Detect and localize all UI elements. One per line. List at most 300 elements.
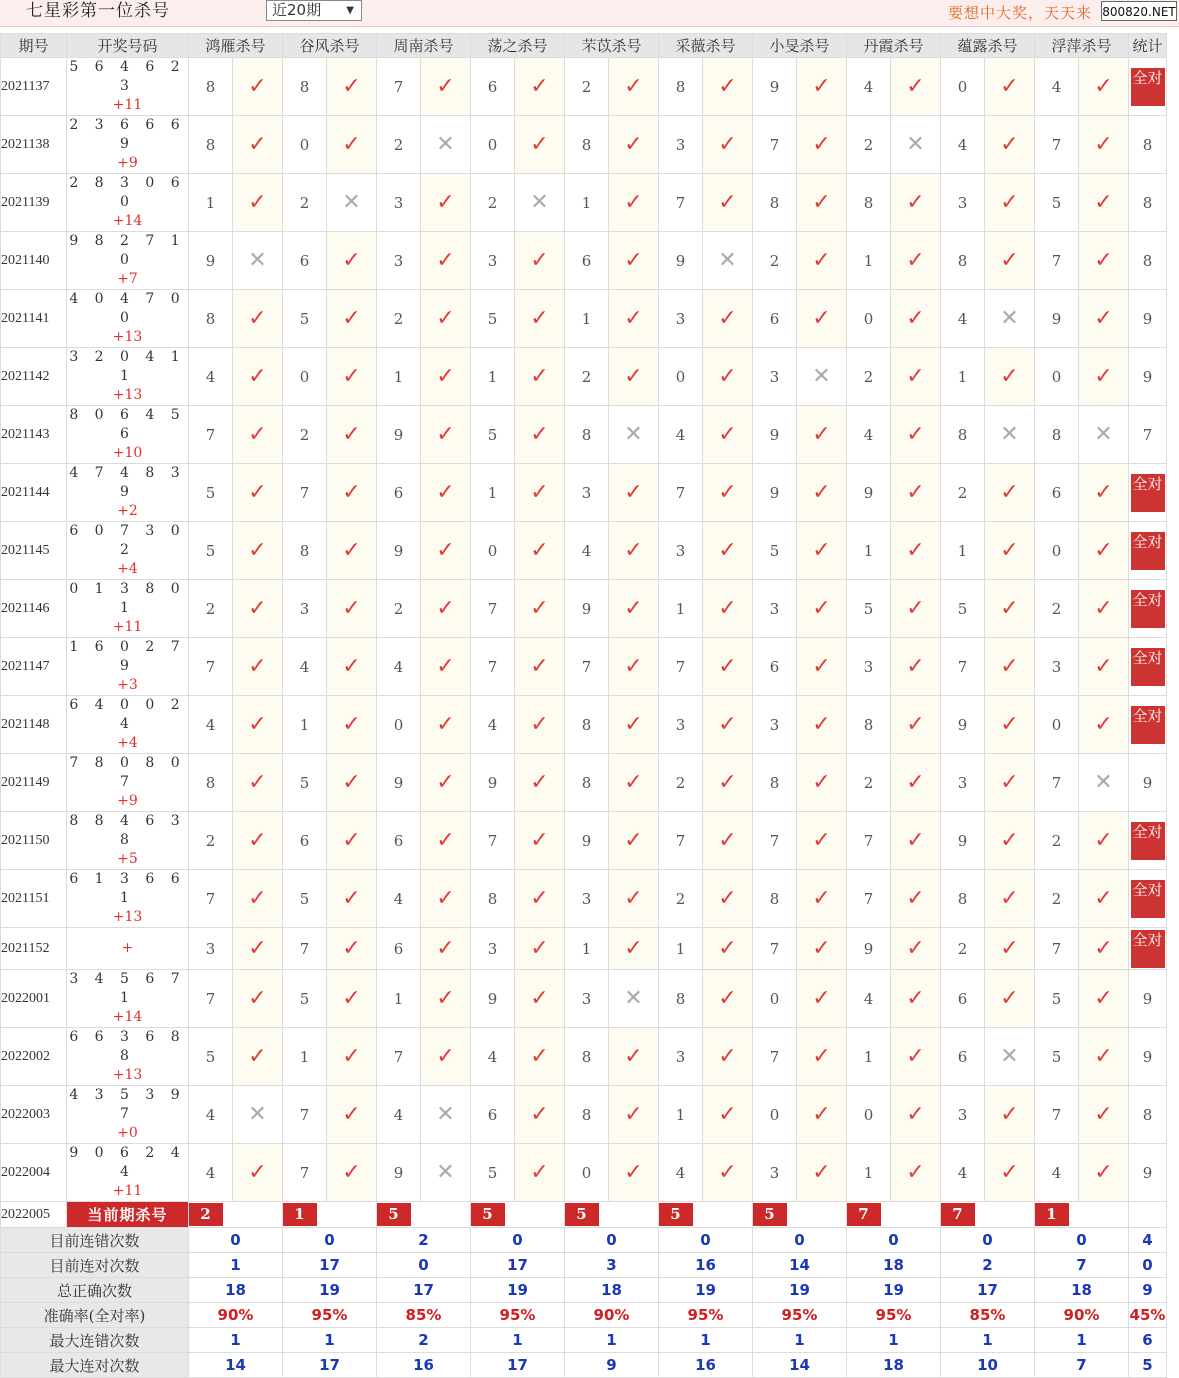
hit-cell bbox=[327, 522, 377, 580]
kill-number: 7 bbox=[659, 464, 703, 522]
check-icon: ✓ bbox=[530, 936, 549, 961]
table-row bbox=[1, 174, 1167, 232]
hit-cell bbox=[327, 970, 377, 1028]
summary-value: 0 bbox=[565, 1228, 659, 1253]
col-header-expert[interactable]: 丹霞杀号 bbox=[847, 34, 941, 58]
check-icon: ✓ bbox=[718, 480, 737, 505]
kill-number: 8 bbox=[189, 290, 233, 348]
kill-number: 2 bbox=[941, 464, 985, 522]
kill-number: 4 bbox=[659, 406, 703, 464]
check-icon: ✓ bbox=[1000, 654, 1019, 679]
period-id: 2021138 bbox=[1, 116, 67, 174]
summary-total: 45% bbox=[1129, 1303, 1167, 1328]
check-icon: ✓ bbox=[436, 828, 455, 853]
kill-number: 4 bbox=[847, 406, 891, 464]
kill-number: 6 bbox=[565, 232, 609, 290]
check-icon: ✓ bbox=[436, 422, 455, 447]
check-icon: ✓ bbox=[248, 74, 267, 99]
check-icon: ✓ bbox=[1000, 132, 1019, 157]
check-icon: ✓ bbox=[624, 1044, 643, 1069]
check-icon: ✓ bbox=[248, 132, 267, 157]
hit-cell bbox=[1079, 348, 1129, 406]
col-header-expert[interactable]: 小旻杀号 bbox=[753, 34, 847, 58]
check-icon: ✓ bbox=[906, 538, 925, 563]
hit-cell bbox=[891, 870, 941, 928]
check-icon: ✓ bbox=[718, 828, 737, 853]
all-correct-badge: 全对 bbox=[1131, 706, 1165, 744]
current-kill-cell bbox=[847, 1202, 941, 1228]
kill-number: 7 bbox=[1035, 754, 1079, 812]
check-icon: ✓ bbox=[718, 1044, 737, 1069]
row-stat bbox=[1129, 638, 1167, 696]
chevron-down-icon: ▼ bbox=[346, 5, 354, 16]
kill-number: 4 bbox=[659, 1144, 703, 1202]
kill-number: 0 bbox=[283, 348, 327, 406]
kill-number: 1 bbox=[377, 348, 421, 406]
check-icon: ✓ bbox=[530, 422, 549, 447]
hit-count: 8 bbox=[1142, 193, 1153, 212]
current-kill-number: 5 bbox=[659, 1203, 693, 1226]
hit-cell bbox=[609, 638, 659, 696]
check-icon: ✓ bbox=[812, 132, 831, 157]
period-id: 2021145 bbox=[1, 522, 67, 580]
kill-number: 6 bbox=[377, 812, 421, 870]
kill-number: 8 bbox=[659, 58, 703, 116]
col-header-expert[interactable]: 谷风杀号 bbox=[283, 34, 377, 58]
all-correct-badge: 全对 bbox=[1131, 880, 1165, 918]
draw-digits: 3 2 0 4 1 1 bbox=[69, 349, 186, 384]
check-icon: ✓ bbox=[812, 306, 831, 331]
hit-cell bbox=[703, 580, 753, 638]
check-icon: ✓ bbox=[624, 654, 643, 679]
check-icon: ✓ bbox=[1000, 886, 1019, 911]
miss-cell bbox=[515, 174, 565, 232]
summary-label: 目前连对次数 bbox=[1, 1253, 189, 1278]
check-icon: ✓ bbox=[248, 936, 267, 961]
check-icon: ✓ bbox=[530, 654, 549, 679]
row-stat bbox=[1129, 1144, 1167, 1202]
hit-cell bbox=[327, 696, 377, 754]
draw-numbers bbox=[67, 58, 189, 116]
check-icon: ✓ bbox=[530, 248, 549, 273]
hit-count: 7 bbox=[1142, 425, 1153, 444]
hit-cell bbox=[515, 638, 565, 696]
kill-number: 7 bbox=[283, 1086, 327, 1144]
kill-number: 2 bbox=[659, 870, 703, 928]
summary-total: 4 bbox=[1129, 1228, 1167, 1253]
check-icon: ✓ bbox=[530, 712, 549, 737]
hit-cell bbox=[609, 174, 659, 232]
summary-value: 19 bbox=[847, 1278, 941, 1303]
check-icon: ✓ bbox=[624, 1102, 643, 1127]
check-icon: ✓ bbox=[718, 596, 737, 621]
miss-cell bbox=[891, 116, 941, 174]
kill-number: 3 bbox=[565, 870, 609, 928]
kill-number: 1 bbox=[283, 696, 327, 754]
hit-cell bbox=[233, 696, 283, 754]
current-kill-number: 5 bbox=[565, 1203, 599, 1226]
check-icon: ✓ bbox=[718, 306, 737, 331]
summary-value: 85% bbox=[377, 1303, 471, 1328]
hit-cell bbox=[233, 754, 283, 812]
check-icon: ✓ bbox=[812, 1102, 831, 1127]
kill-number: 8 bbox=[753, 174, 797, 232]
check-icon: ✓ bbox=[248, 306, 267, 331]
hit-count: 8 bbox=[1142, 1105, 1153, 1124]
hit-cell bbox=[1079, 580, 1129, 638]
check-icon: ✓ bbox=[718, 770, 737, 795]
kill-number: 8 bbox=[565, 1086, 609, 1144]
current-kill-number: 2 bbox=[189, 1203, 223, 1226]
kill-number: 3 bbox=[659, 1028, 703, 1086]
hit-cell bbox=[985, 464, 1035, 522]
draw-digits: 2 3 6 6 6 9 bbox=[69, 117, 186, 152]
kill-number: 7 bbox=[753, 1028, 797, 1086]
hit-cell bbox=[421, 638, 471, 696]
draw-digits: 6 4 0 0 2 4 bbox=[69, 697, 186, 732]
check-icon: ✓ bbox=[906, 1102, 925, 1127]
hit-cell bbox=[421, 290, 471, 348]
check-icon: ✓ bbox=[342, 480, 361, 505]
check-icon: ✓ bbox=[624, 74, 643, 99]
check-icon: ✓ bbox=[906, 770, 925, 795]
check-icon: ✓ bbox=[812, 770, 831, 795]
kill-number: 7 bbox=[753, 116, 797, 174]
draw-digits: 6 0 7 3 0 2 bbox=[69, 523, 186, 558]
hit-cell bbox=[985, 638, 1035, 696]
hit-cell bbox=[797, 1144, 847, 1202]
draw-numbers bbox=[67, 580, 189, 638]
table-row bbox=[1, 928, 1167, 970]
kill-number: 5 bbox=[283, 290, 327, 348]
kill-number: 5 bbox=[283, 870, 327, 928]
draw-sum: +2 bbox=[117, 503, 138, 519]
cross-icon: ✕ bbox=[718, 248, 737, 273]
check-icon: ✓ bbox=[624, 364, 643, 389]
draw-numbers bbox=[67, 1144, 189, 1202]
check-icon: ✓ bbox=[342, 364, 361, 389]
kill-number: 9 bbox=[847, 464, 891, 522]
check-icon: ✓ bbox=[812, 190, 831, 215]
hit-count: 9 bbox=[1142, 309, 1153, 328]
hit-cell bbox=[891, 638, 941, 696]
kill-number: 7 bbox=[847, 812, 891, 870]
check-icon: ✓ bbox=[342, 654, 361, 679]
draw-numbers bbox=[67, 348, 189, 406]
check-icon: ✓ bbox=[436, 480, 455, 505]
hit-cell bbox=[515, 1086, 565, 1144]
kill-number: 3 bbox=[471, 232, 515, 290]
summary-value: 3 bbox=[565, 1253, 659, 1278]
hit-cell bbox=[797, 1028, 847, 1086]
kill-number: 7 bbox=[377, 1028, 421, 1086]
check-icon: ✓ bbox=[906, 712, 925, 737]
check-icon: ✓ bbox=[718, 712, 737, 737]
summary-value: 95% bbox=[753, 1303, 847, 1328]
kill-number: 1 bbox=[847, 1144, 891, 1202]
check-icon: ✓ bbox=[812, 538, 831, 563]
kill-number: 4 bbox=[189, 348, 233, 406]
summary-value: 0 bbox=[753, 1228, 847, 1253]
kill-number: 2 bbox=[1035, 812, 1079, 870]
kill-number: 4 bbox=[377, 870, 421, 928]
check-icon: ✓ bbox=[1000, 74, 1019, 99]
hit-cell bbox=[609, 1144, 659, 1202]
kill-number: 8 bbox=[565, 754, 609, 812]
current-kill-number: 5 bbox=[753, 1203, 787, 1226]
check-icon: ✓ bbox=[248, 190, 267, 215]
kill-number: 4 bbox=[471, 696, 515, 754]
kill-number: 3 bbox=[565, 970, 609, 1028]
summary-value: 95% bbox=[847, 1303, 941, 1328]
kill-number: 1 bbox=[565, 174, 609, 232]
kill-number: 1 bbox=[565, 928, 609, 970]
check-icon: ✓ bbox=[1094, 480, 1113, 505]
draw-sum: +10 bbox=[112, 445, 143, 461]
kill-number: 9 bbox=[377, 754, 421, 812]
draw-numbers bbox=[67, 928, 189, 970]
kill-number: 3 bbox=[753, 580, 797, 638]
check-icon: ✓ bbox=[530, 306, 549, 331]
row-stat bbox=[1129, 406, 1167, 464]
kill-number: 1 bbox=[847, 1028, 891, 1086]
hit-cell bbox=[985, 870, 1035, 928]
current-kill-cell bbox=[1035, 1202, 1129, 1228]
period-id: 2021140 bbox=[1, 232, 67, 290]
col-header-expert[interactable]: 浮萍杀号 bbox=[1035, 34, 1129, 58]
kill-number: 2 bbox=[377, 116, 421, 174]
check-icon: ✓ bbox=[1094, 1044, 1113, 1069]
kill-number: 9 bbox=[941, 812, 985, 870]
hit-cell bbox=[703, 1028, 753, 1086]
check-icon: ✓ bbox=[812, 886, 831, 911]
check-icon: ✓ bbox=[530, 886, 549, 911]
kill-number: 7 bbox=[1035, 1086, 1079, 1144]
hit-cell bbox=[985, 174, 1035, 232]
kill-number: 8 bbox=[565, 406, 609, 464]
check-icon: ✓ bbox=[1094, 654, 1113, 679]
kill-number: 6 bbox=[941, 970, 985, 1028]
hit-cell bbox=[515, 116, 565, 174]
kill-number: 1 bbox=[847, 232, 891, 290]
hit-cell bbox=[609, 754, 659, 812]
check-icon: ✓ bbox=[248, 828, 267, 853]
kill-number: 2 bbox=[377, 290, 421, 348]
summary-value: 95% bbox=[659, 1303, 753, 1328]
col-header-expert[interactable]: 周南杀号 bbox=[377, 34, 471, 58]
hit-cell bbox=[327, 754, 377, 812]
cross-icon: ✕ bbox=[1000, 1044, 1019, 1069]
kill-number: 8 bbox=[189, 116, 233, 174]
hit-count: 9 bbox=[1142, 367, 1153, 386]
kill-number: 2 bbox=[1035, 870, 1079, 928]
draw-digits: 9 8 2 7 1 0 bbox=[69, 233, 186, 268]
check-icon: ✓ bbox=[906, 596, 925, 621]
period-id: 2022002 bbox=[1, 1028, 67, 1086]
hit-cell bbox=[327, 58, 377, 116]
check-icon: ✓ bbox=[1000, 596, 1019, 621]
kill-number: 7 bbox=[189, 638, 233, 696]
check-icon: ✓ bbox=[342, 986, 361, 1011]
kill-number: 7 bbox=[471, 812, 515, 870]
hit-cell bbox=[985, 232, 1035, 290]
summary-value: 0 bbox=[847, 1228, 941, 1253]
current-kill-cell bbox=[753, 1202, 847, 1228]
kill-number: 9 bbox=[659, 232, 703, 290]
kill-number: 8 bbox=[189, 754, 233, 812]
hit-cell bbox=[327, 638, 377, 696]
check-icon: ✓ bbox=[1094, 986, 1113, 1011]
check-icon: ✓ bbox=[248, 986, 267, 1011]
check-icon: ✓ bbox=[624, 132, 643, 157]
summary-row bbox=[1, 1278, 1167, 1303]
col-header-expert[interactable]: 蕴露杀号 bbox=[941, 34, 1035, 58]
check-icon: ✓ bbox=[718, 538, 737, 563]
summary-row bbox=[1, 1253, 1167, 1278]
hit-cell bbox=[985, 812, 1035, 870]
hit-cell bbox=[985, 1144, 1035, 1202]
summary-value: 0 bbox=[189, 1228, 283, 1253]
check-icon: ✓ bbox=[812, 654, 831, 679]
kill-number: 6 bbox=[283, 812, 327, 870]
period-id: 2021150 bbox=[1, 812, 67, 870]
hit-cell bbox=[1079, 232, 1129, 290]
all-correct-badge: 全对 bbox=[1131, 68, 1165, 106]
kill-number: 0 bbox=[847, 290, 891, 348]
kill-number: 7 bbox=[753, 928, 797, 970]
check-icon: ✓ bbox=[342, 936, 361, 961]
hit-cell bbox=[891, 812, 941, 870]
summary-value: 1 bbox=[659, 1328, 753, 1353]
kill-number: 9 bbox=[377, 406, 421, 464]
check-icon: ✓ bbox=[436, 1044, 455, 1069]
kill-number: 7 bbox=[471, 580, 515, 638]
draw-digits: 4 7 4 8 3 9 bbox=[69, 465, 186, 500]
hit-cell bbox=[1079, 1144, 1129, 1202]
kill-number: 0 bbox=[941, 58, 985, 116]
hit-cell bbox=[1079, 1086, 1129, 1144]
hit-cell bbox=[327, 1028, 377, 1086]
hit-cell bbox=[609, 290, 659, 348]
hit-count: 9 bbox=[1142, 1163, 1153, 1182]
current-kill-cell bbox=[565, 1202, 659, 1228]
hit-cell bbox=[797, 638, 847, 696]
draw-numbers bbox=[67, 1086, 189, 1144]
current-kill-label: 当前期杀号 bbox=[67, 1202, 189, 1228]
hit-cell bbox=[233, 638, 283, 696]
summary-value: 14 bbox=[189, 1353, 283, 1378]
col-header-expert[interactable]: 荡之杀号 bbox=[471, 34, 565, 58]
cross-icon: ✕ bbox=[906, 132, 925, 157]
check-icon: ✓ bbox=[342, 248, 361, 273]
hit-cell bbox=[233, 406, 283, 464]
kill-number: 6 bbox=[377, 464, 421, 522]
check-icon: ✓ bbox=[1094, 248, 1113, 273]
current-kill-cell bbox=[189, 1202, 283, 1228]
hit-cell bbox=[327, 870, 377, 928]
hit-cell bbox=[609, 696, 659, 754]
check-icon: ✓ bbox=[718, 422, 737, 447]
check-icon: ✓ bbox=[1094, 828, 1113, 853]
hit-cell bbox=[421, 928, 471, 970]
kill-number: 4 bbox=[189, 696, 233, 754]
check-icon: ✓ bbox=[1000, 828, 1019, 853]
summary-value: 18 bbox=[847, 1253, 941, 1278]
cross-icon: ✕ bbox=[342, 190, 361, 215]
hit-cell bbox=[609, 870, 659, 928]
miss-cell bbox=[1079, 406, 1129, 464]
all-correct-badge: 全对 bbox=[1131, 532, 1165, 570]
kill-number: 2 bbox=[847, 348, 891, 406]
check-icon: ✓ bbox=[906, 654, 925, 679]
table-row bbox=[1, 754, 1167, 812]
summary-value: 90% bbox=[189, 1303, 283, 1328]
hit-cell bbox=[891, 348, 941, 406]
kill-number: 1 bbox=[471, 348, 515, 406]
check-icon: ✓ bbox=[530, 596, 549, 621]
col-header-expert[interactable]: 采薇杀号 bbox=[659, 34, 753, 58]
summary-value: 17 bbox=[471, 1253, 565, 1278]
hit-cell bbox=[515, 870, 565, 928]
period-select[interactable] bbox=[266, 0, 362, 21]
summary-value: 16 bbox=[659, 1253, 753, 1278]
kill-number: 8 bbox=[283, 522, 327, 580]
kill-number: 1 bbox=[941, 348, 985, 406]
kill-number: 3 bbox=[659, 696, 703, 754]
site-badge[interactable]: 800820.NET bbox=[1101, 1, 1177, 21]
kill-number: 1 bbox=[659, 1086, 703, 1144]
draw-digits: 5 6 4 6 2 3 bbox=[69, 59, 186, 94]
summary-value: 19 bbox=[283, 1278, 377, 1303]
hit-cell bbox=[515, 580, 565, 638]
check-icon: ✓ bbox=[906, 1044, 925, 1069]
table-header-row bbox=[1, 34, 1167, 58]
hit-cell bbox=[609, 464, 659, 522]
period-id: 2022003 bbox=[1, 1086, 67, 1144]
kill-number: 9 bbox=[941, 696, 985, 754]
hit-cell bbox=[609, 522, 659, 580]
summary-value: 17 bbox=[377, 1278, 471, 1303]
cross-icon: ✕ bbox=[624, 422, 643, 447]
row-stat bbox=[1129, 870, 1167, 928]
hit-cell bbox=[891, 1086, 941, 1144]
current-kill-number: 1 bbox=[1035, 1203, 1069, 1226]
draw-digits: 6 6 3 6 8 8 bbox=[69, 1029, 186, 1064]
col-header-expert[interactable]: 鸿雁杀号 bbox=[189, 34, 283, 58]
check-icon: ✓ bbox=[248, 886, 267, 911]
draw-sum: +14 bbox=[112, 1009, 143, 1025]
hit-cell bbox=[1079, 696, 1129, 754]
kill-number: 9 bbox=[471, 970, 515, 1028]
check-icon: ✓ bbox=[436, 538, 455, 563]
check-icon: ✓ bbox=[1094, 190, 1113, 215]
hit-cell bbox=[327, 928, 377, 970]
kill-number: 4 bbox=[847, 970, 891, 1028]
check-icon: ✓ bbox=[436, 770, 455, 795]
hit-cell bbox=[703, 58, 753, 116]
kill-number: 4 bbox=[1035, 58, 1079, 116]
check-icon: ✓ bbox=[1000, 248, 1019, 273]
hit-cell bbox=[797, 1086, 847, 1144]
col-header-expert[interactable]: 芣苡杀号 bbox=[565, 34, 659, 58]
draw-numbers bbox=[67, 406, 189, 464]
summary-label: 目前连错次数 bbox=[1, 1228, 189, 1253]
check-icon: ✓ bbox=[1000, 936, 1019, 961]
kill-number: 9 bbox=[189, 232, 233, 290]
summary-value: 17 bbox=[283, 1353, 377, 1378]
kill-number: 7 bbox=[659, 812, 703, 870]
draw-digits: 0 1 3 8 0 1 bbox=[69, 581, 186, 616]
